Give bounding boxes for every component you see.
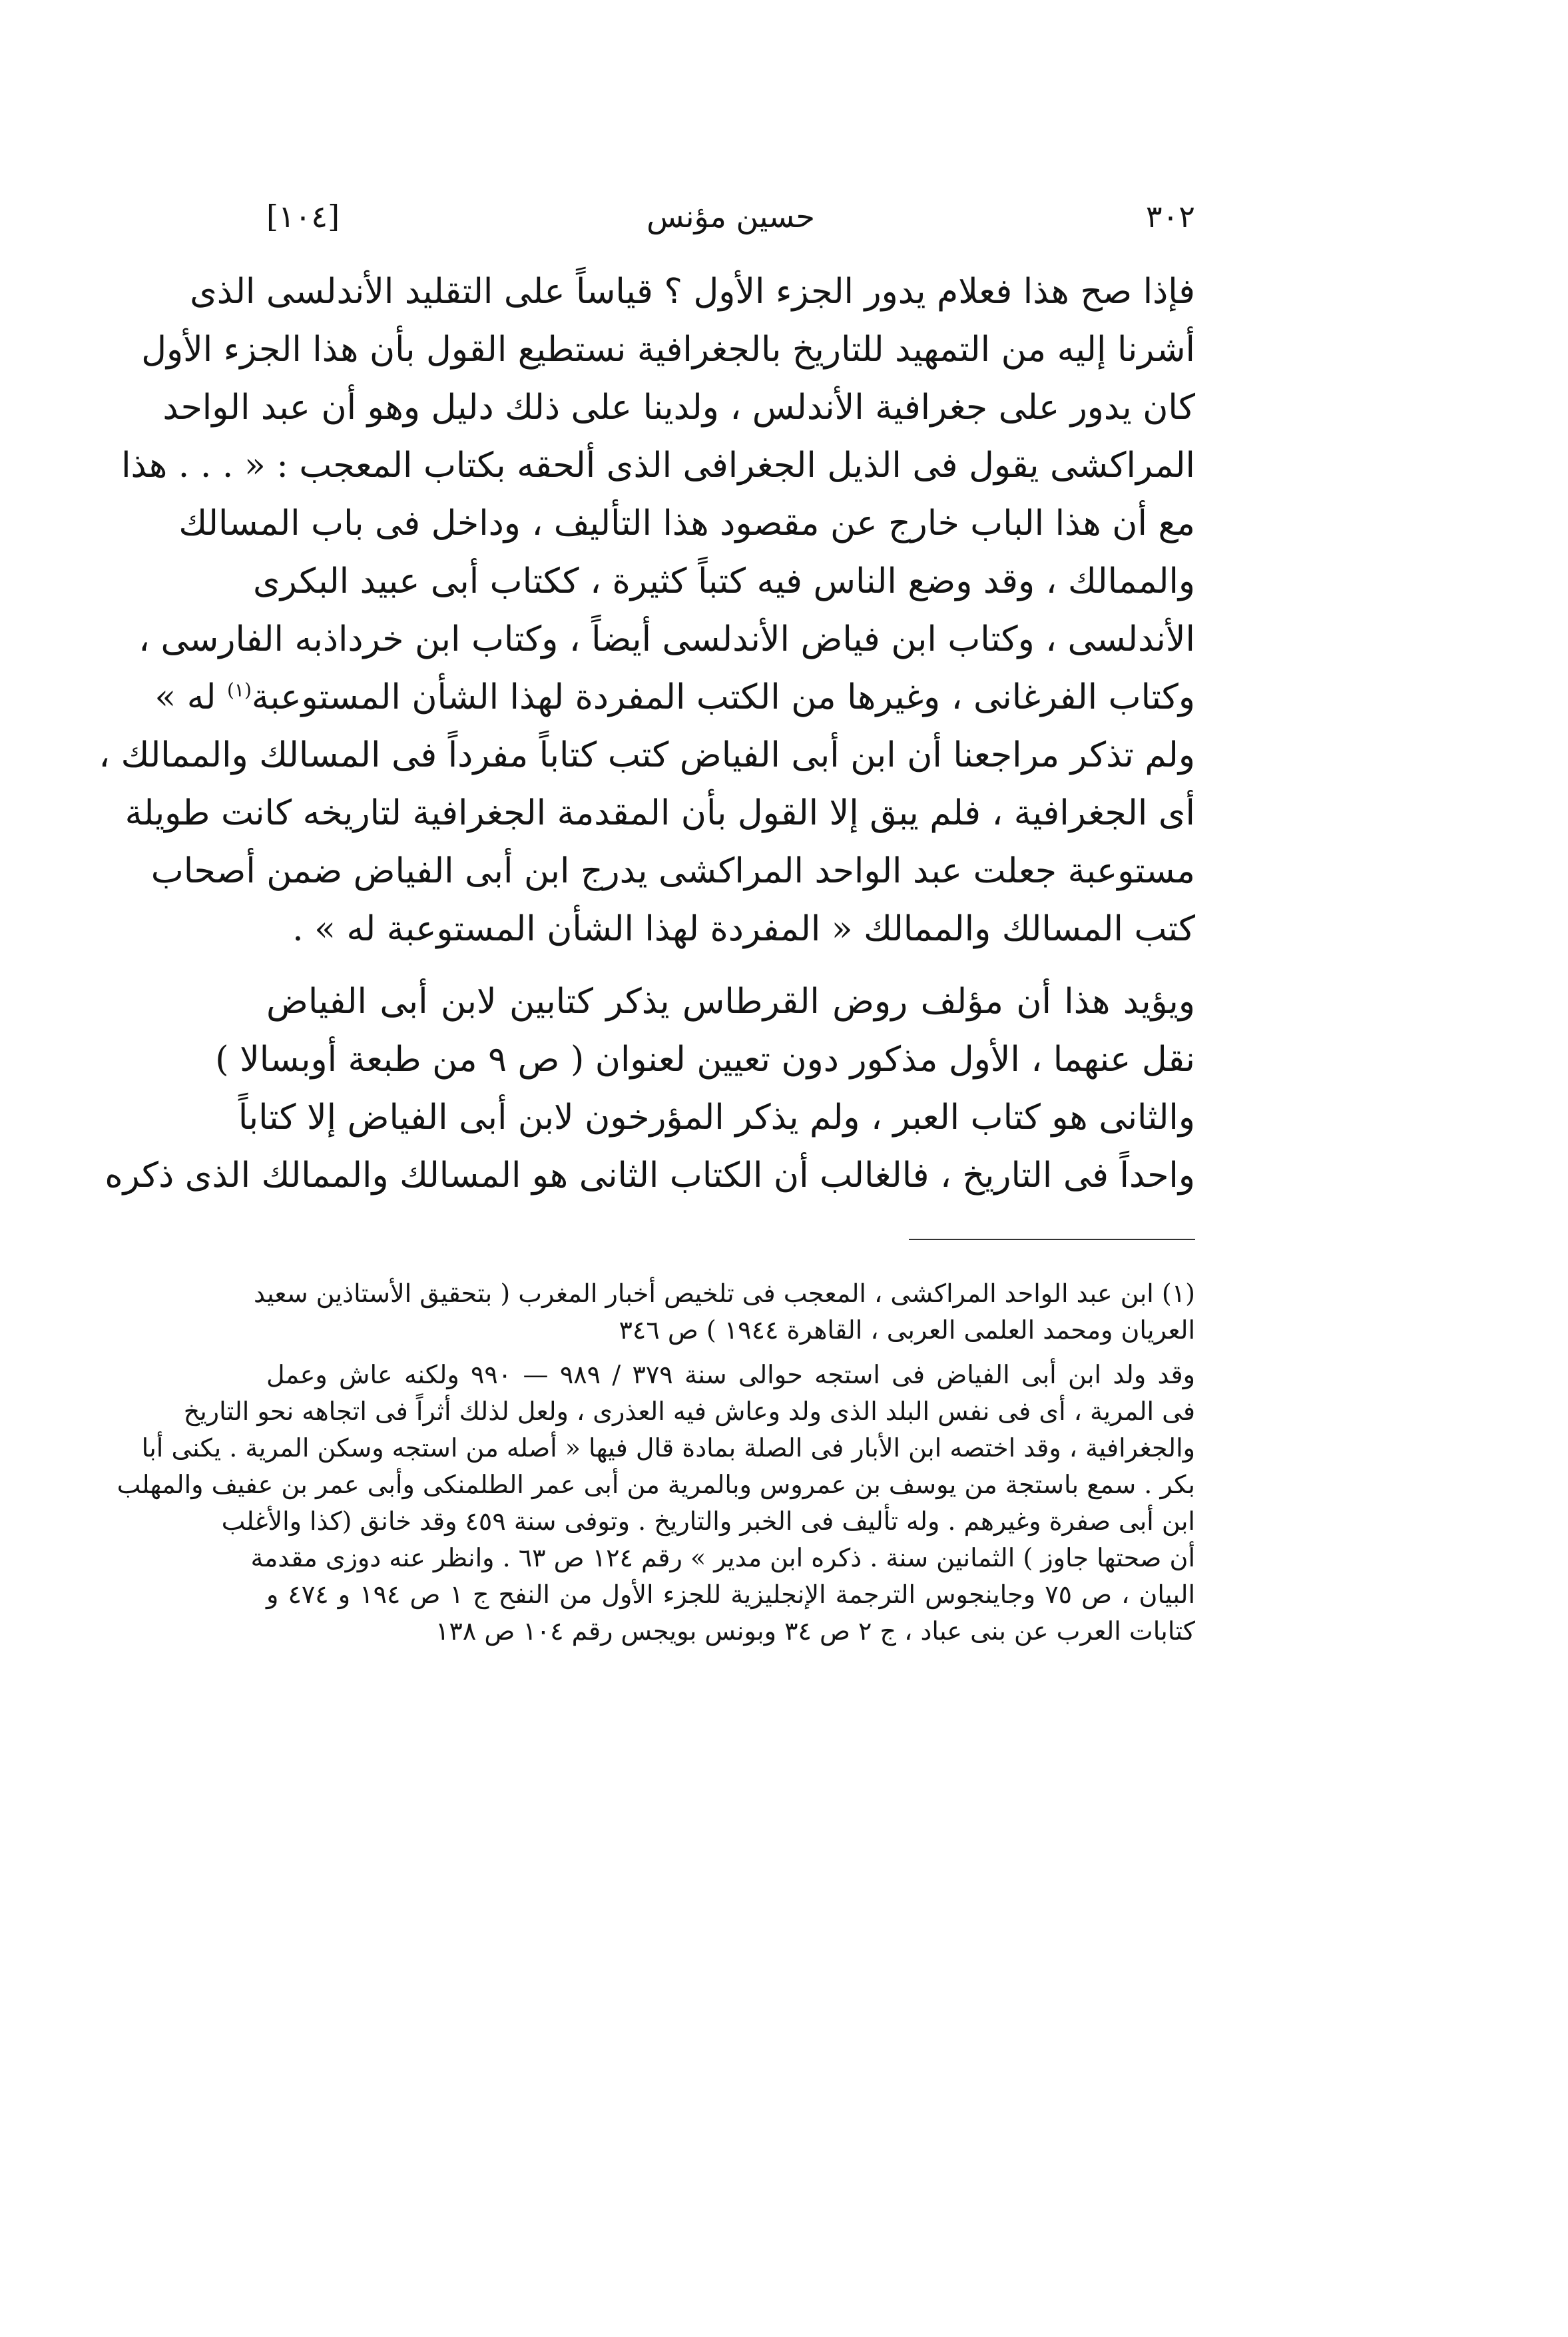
footnote-divider	[909, 1239, 1195, 1240]
author-name: حسين مؤنس	[647, 198, 815, 234]
text-line: فإذا صح هذا فعلام يدور الجزء الأول ؟ قياساً على التقليد الأندلسى الذى	[190, 272, 1195, 312]
text-line: أى الجغرافية ، فلم يبق إلا القول بأن المقدمة الجغرافية لتاريخه كانت طويلة	[125, 793, 1195, 833]
text-line: مع أن هذا الباب خارج عن مقصود هذا التأليف ، وداخل فى باب المسالك	[178, 503, 1195, 543]
footnote-line: العريان ومحمد العلمى العربى ، القاهرة ١٩٤٤ ) ص ٣٤٦	[619, 1315, 1195, 1345]
page-number: ٣٠٢	[1145, 198, 1195, 234]
text-line: ولم تذكر مراجعنا أن ابن أبى الفياض كتب كتاباً مفرداً فى المسالك والممالك ،	[99, 735, 1195, 775]
footnote-2	[117, 1357, 1195, 1650]
text-line: الأندلسى ، وكتاب ابن فياض الأندلسى أيضاً ، وكتاب ابن خرداذبه الفارسى ،	[138, 619, 1195, 659]
text-line: مستوعبة جعلت عبد الواحد المراكشى يدرج ابن أبى الفياض ضمن أصحاب	[150, 851, 1195, 891]
footnotes	[117, 1275, 1195, 1650]
text-line: كان يدور على جغرافية الأندلس ، ولدينا على ذلك دليل وهو أن عبد الواحد	[162, 388, 1195, 428]
footnote-1	[254, 1275, 1195, 1349]
text-line: واحداً فى التاريخ ، فالغالب أن الكتاب الثانى هو المسالك والممالك الذى ذكره	[105, 1156, 1195, 1195]
bracket-number: [١٠٤]	[266, 198, 340, 234]
text-line: ويؤيد هذا أن مؤلف روض القرطاس يذكر كتابين لابن أبى الفياض	[266, 982, 1195, 1022]
text-line-with-footnote-ref	[154, 669, 1195, 727]
running-header	[266, 190, 1195, 243]
footnote-line: أن صحتها جاوز ) الثمانين سنة . ذكره ابن مدير » رقم ١٢٤ ص ٦٣ . وانظر عنه دوزى مقدمة	[250, 1543, 1195, 1572]
text-line: أشرنا إليه من التمهيد للتاريخ بالجغرافية نستطيع القول بأن هذا الجزء الأول	[141, 330, 1195, 370]
main-text	[99, 263, 1195, 1205]
footnote-line: وقد ولد ابن أبى الفياض فى استجه حوالى سنة ٣٧٩ / ٩٨٩ — ٩٩٠ ولكنه عاش وعمل	[266, 1360, 1195, 1389]
text-line: والثانى هو كتاب العبر ، ولم يذكر المؤرخون لابن أبى الفياض إلا كتاباً	[238, 1098, 1195, 1138]
paragraph-1	[99, 263, 1195, 958]
footnote-line: ابن أبى صفرة وغيرهم . وله تأليف فى الخبر والتاريخ . وتوفى سنة ٤٥٩ وقد خانق (كذا والأغلب	[221, 1506, 1195, 1536]
footnote-ref: (١)	[226, 679, 252, 701]
text-line: كتب المسالك والممالك « المفردة لهذا الشأن المستوعبة له » .	[292, 909, 1195, 949]
footnote-line: (١) ابن عبد الواحد المراكشى ، المعجب فى تلخيص أخبار المغرب ( بتحقيق الأستاذين سعيد	[254, 1279, 1195, 1308]
footnote-line: البيان ، ص ٧٥ وجاينجوس الترجمة الإنجليزية للجزء الأول من النفح ج ١ ص ١٩٤ و ٤٧٤ و	[266, 1580, 1195, 1609]
paragraph-2	[105, 973, 1195, 1205]
footnote-line: والجغرافية ، وقد اختصه ابن الأبار فى الصلة بمادة قال فيها « أصله من استجه وسكن المرية . يكنى أبا	[141, 1433, 1195, 1463]
text-segment: وكتاب الفرغانى ، وغيرها من الكتب المفردة لهذا الشأن المستوعبة	[251, 677, 1195, 717]
text-line: نقل عنهما ، الأول مذكور دون تعيين لعنوان ( ص ٩ من طبعة أوبسالا )	[215, 1040, 1195, 1080]
text-segment: له »	[154, 677, 216, 717]
footnote-line: فى المرية ، أى فى نفس البلد الذى ولد وعاش فيه العذرى ، ولعل لذلك أثراً فى اتجاهه نحو التاريخ	[183, 1397, 1195, 1426]
text-line: المراكشى يقول فى الذيل الجغرافى الذى ألحقه بكتاب المعجب : « . . . هذا	[121, 446, 1195, 486]
footnote-line: بكر . سمع باستجة من يوسف بن عمروس وبالمرية من أبى عمر الطلمنكى وأبى عمر بن عفيف والمهلب	[117, 1470, 1195, 1499]
text-line: والممالك ، وقد وضع الناس فيه كتباً كثيرة ، ككتاب أبى عبيد البكرى	[253, 561, 1195, 601]
footnote-line: كتابات العرب عن بنى عباد ، ج ٢ ص ٣٤ وبونس بويجس رقم ١٠٤ ص ١٣٨	[435, 1616, 1195, 1646]
